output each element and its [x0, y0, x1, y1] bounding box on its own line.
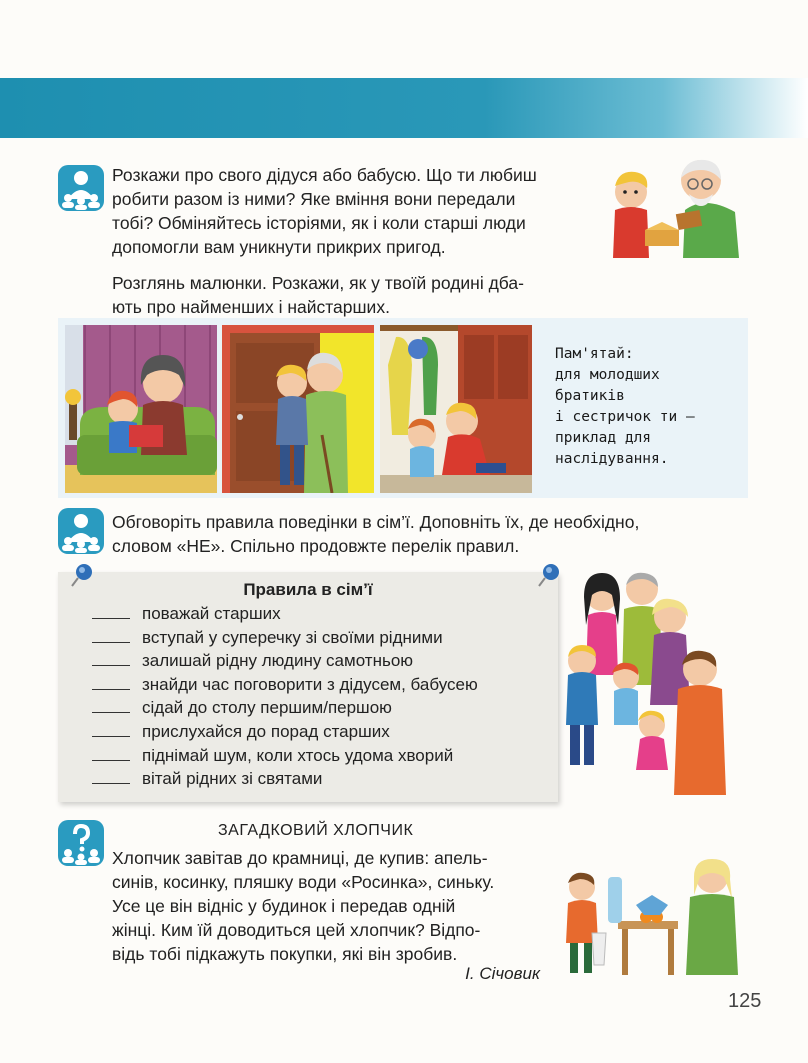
task1-line: тобі? Обміняйтесь історіями, як і коли старші люди — [112, 213, 526, 233]
rule-text: піднімай шум, коли хтось удома хворий — [142, 745, 454, 765]
rule-row — [92, 722, 558, 746]
task1-line: допомогли вам уникнути прикрих пригод. — [112, 237, 446, 257]
task3-line: словом «НЕ». Спільно продовжте перелік правил. — [112, 536, 520, 556]
riddle-line: синів, косинку, пляшку води «Росинка», синьку. — [112, 872, 495, 892]
rule-row — [92, 651, 558, 675]
answer-blank[interactable] — [92, 675, 130, 690]
task3-line: Обговоріть правила поведінки в сім’ї. Доповніть їх, де необхідно, — [112, 512, 640, 532]
family-rules-card — [58, 572, 558, 802]
task2-line: ють про найменших і найстарших. — [112, 297, 390, 317]
remember-note — [555, 344, 740, 470]
task1-line: Розкажи про свого дідуся або бабусю. Що ти любиш — [112, 165, 537, 185]
panel-reading — [65, 325, 217, 493]
rule-row — [92, 746, 558, 770]
discussion-group-icon — [58, 165, 104, 211]
riddle-title: ЗАГАДКОВИЙ ХЛОПЧИК — [218, 822, 414, 839]
rule-row — [92, 698, 558, 722]
riddle-line: відь тобі підкажуть покупки, які він зробив. — [112, 944, 458, 964]
answer-blank[interactable] — [92, 746, 130, 761]
remember-line: Пам'ятай: — [555, 346, 634, 362]
riddle-line: Хлопчик завітав до крамниці, де купив: апель- — [112, 848, 488, 868]
rule-row — [92, 628, 558, 652]
remember-line: і сестричок ти — — [555, 409, 695, 425]
answer-blank[interactable] — [92, 698, 130, 713]
answer-blank[interactable] — [92, 651, 130, 666]
rule-text: залишай рідну людину самотньою — [142, 651, 414, 671]
rule-text: поважай старших — [142, 604, 281, 623]
task3-text — [112, 510, 722, 558]
riddle-line: жінці. Ким їй доводиться цей хлопчик? Відпо- — [112, 920, 481, 940]
remember-line: для молодших — [555, 367, 660, 383]
answer-blank[interactable] — [92, 722, 130, 737]
rule-text: сідай до столу першим/першою — [142, 698, 392, 718]
rule-row — [92, 604, 558, 628]
rule-text: вітай рідних зі святами — [142, 769, 323, 789]
remember-line: наслідування. — [555, 451, 669, 467]
task2-text — [112, 271, 588, 319]
rule-text: знайди час поговорити з дідусем, бабусею — [142, 674, 478, 694]
family-illustration — [560, 565, 750, 805]
grandpa-boy-illustration — [605, 150, 745, 258]
task1-line: робити разом із ними? Яке вміння вони передали — [112, 189, 516, 209]
page-number: 125 — [728, 990, 762, 1012]
answer-blank[interactable] — [92, 628, 130, 643]
shopping-illustration — [560, 855, 750, 980]
panel-helping-grandpa — [222, 325, 374, 493]
remember-line: братиків — [555, 388, 625, 404]
header-bar — [0, 78, 808, 138]
pushpin-icon — [535, 560, 563, 588]
pushpin-icon — [68, 560, 96, 588]
question-group-icon — [58, 820, 104, 866]
rule-row — [92, 769, 558, 793]
rules-title: Правила в сім’ї — [243, 580, 373, 599]
riddle-text — [112, 846, 540, 966]
riddle-author: І. Січовик — [465, 964, 540, 983]
task2-line: Розглянь малюнки. Розкажи, як у твоїй родині дба- — [112, 273, 524, 293]
answer-blank[interactable] — [92, 604, 130, 619]
rule-text: вступай у суперечку зі своїми рідними — [142, 627, 443, 647]
task1-text — [112, 163, 588, 259]
discussion-group-icon — [58, 508, 104, 554]
rule-text: прислухайся до порад старших — [142, 721, 390, 741]
panel-tying-shoes — [380, 325, 532, 493]
remember-line: приклад для — [555, 430, 652, 446]
rule-row — [92, 675, 558, 699]
riddle-line: Усе це він відніс у будинок і передав одній — [112, 896, 456, 916]
answer-blank[interactable] — [92, 769, 130, 784]
rules-list — [58, 604, 558, 793]
